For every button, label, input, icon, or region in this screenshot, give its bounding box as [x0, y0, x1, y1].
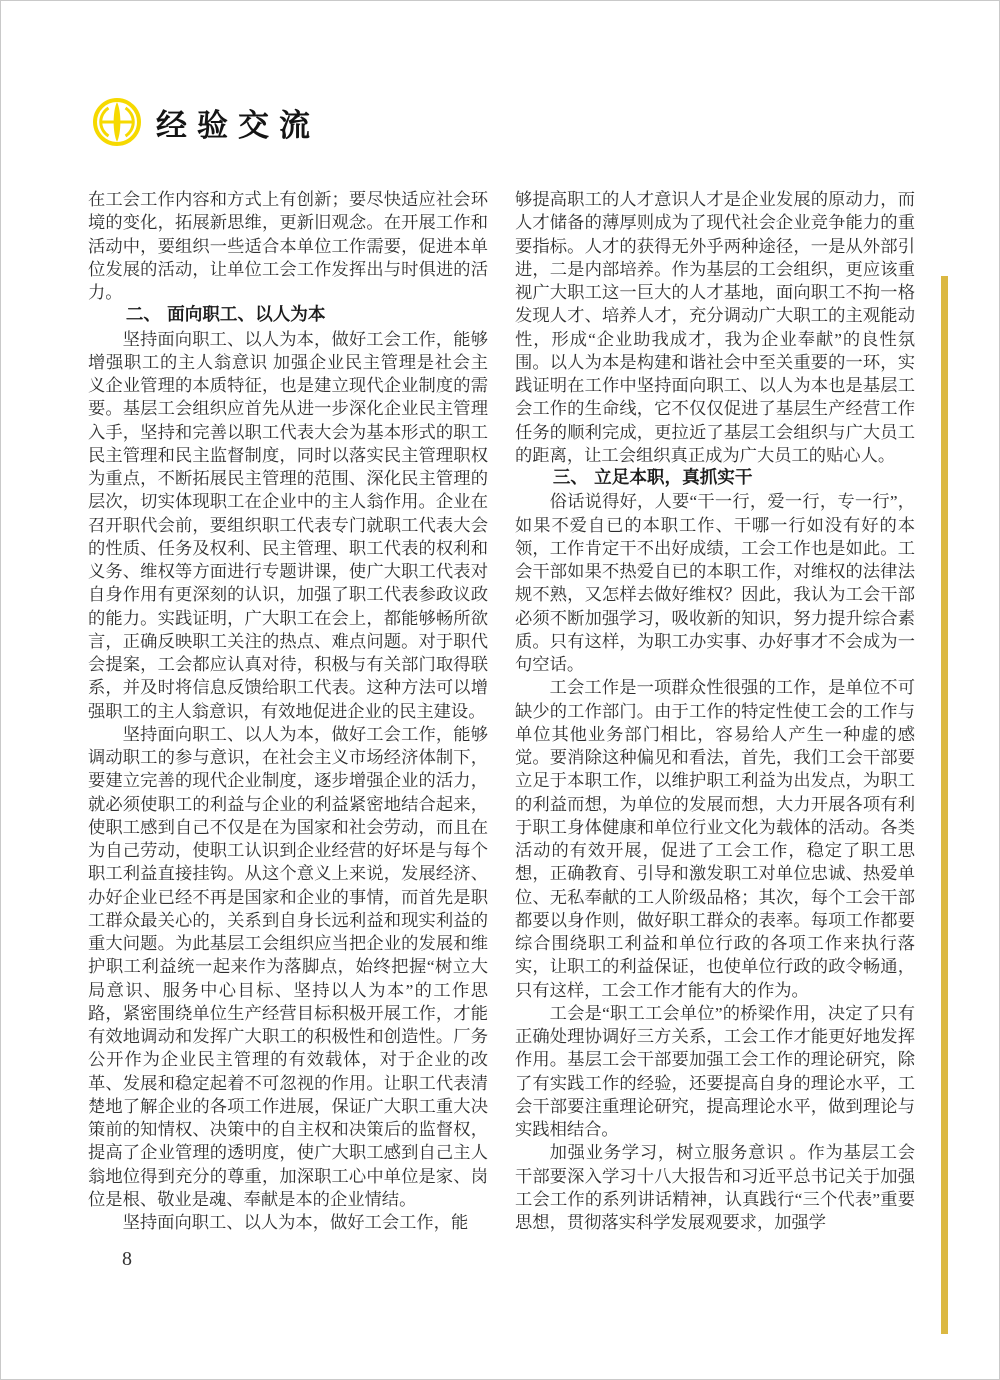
gold-accent-bar [941, 276, 948, 1334]
page-number: 8 [122, 1248, 132, 1270]
article-body [88, 188, 915, 1234]
paragraph: 够提高职工的人才意识人才是企业发展的原动力，而人才储备的薄厚则成为了现代社会企业竞争能力的重要指标。人才的获得无外乎两种途径，一是从外部引进，二是内部培养。作为基层的工会组织，更应该重视广大职工这一巨大的人才基地，面向职工不拘一格发现人才、培养人才，充分调动广大职工的主观能动性，形成“企业助我成才，我为企业奉献”的良性氛围。以人为本是构建和谐社会中至关重要的一环，实践证明在工作中坚持面向职工、以人为本也是基层工会工作的生命线，它不仅仅促进了基层生产经营工作任务的顺利完成，更拉近了基层工会组织与广大员工的距离，让工会组织真正成为广大员工的贴心人。 [515, 190, 915, 465]
paragraph: 加强业务学习，树立服务意识 。作为基层工会干部要深入学习十八大报告和习近平总书记关于加强工会工作的系列讲话精神，认真践行“三个代表”重要思想，贯彻落实科学发展观要求，加强学 [515, 1143, 915, 1232]
paragraph: 在工会工作内容和方式上有创新；要尽快适应社会环境的变化，拓展新思维，更新旧观念。在开展工作和活动中，要组织一些适合本单位工作需要，促进本单位发展的活动，让单位工会工作发挥出与时俱进的活力。 [88, 190, 488, 302]
masthead [92, 96, 320, 148]
section-heading-2: 二、 面向职工、以人为本 [125, 305, 326, 326]
paragraph: 俗话说得好，人要“干一行，爱一行，专一行”，如果不爱自已的本职工作、干哪一行如没有好的本领，工作肯定干不出好成绩，工会工作也是如此。工会干部如果不热爱自已的本职工作，对维权的法律法规不熟，又怎样去做好维权？因此，我认为工会干部必须不断加强学习，吸收新的知识，努力提升综合素质。只有这样，为职工办实事、办好事才不会成为一句空话。 [515, 492, 915, 674]
trade-union-emblem-icon [92, 96, 142, 148]
section-title: 经验交流 [156, 107, 320, 144]
paragraph: 坚持面向职工、以人为本，做好工会工作，能够调动职工的参与意识，在社会主义市场经济体制下，要建立完善的现代企业制度，逐步增强企业的活力，就必须使职工的利益与企业的利益紧密地结合起来，使职工感到自己不仅是在为国家和社会劳动，而且在为自己劳动，使职工认识到企业经营的好坏是与每个职工利益直接挂钩。从这个意义上来说，发展经济、办好企业已经不再是国家和企业的事情，而首先是职工群众最关心的，关系到自身长远利益和现实利益的重大问题。为此基层工会组织应当把企业的发展和维护职工利益统一起来作为落脚点，始终把握“树立大局意识、服务中心目标、坚持以人为本”的工作思路，紧密围绕单位生产经营目标积极开展工作，才能有效地调动和发挥广大职工的积极性和创造性。厂务公开作为企业民主管理的有效载体，对于企业的改革、发展和稳定起着不可忽视的作用。让职工代表清楚地了解企业的各项工作进展，保证广大职工重大决策前的知情权、决策中的自主权和决策后的监督权，提高了企业管理的透明度，使广大职工感到自己主人翁地位得到充分的尊重，加深职工心中单位是家、岗位是根、敬业是魂、奉献是本的企业情结。 [88, 724, 488, 1209]
paragraph: 坚持面向职工、以人为本，做好工会工作，能 [122, 1213, 469, 1232]
left-column [88, 188, 488, 1234]
section-heading-3: 三、 立足本职，真抓实干 [552, 468, 753, 488]
paragraph: 坚持面向职工、以人为本，做好工会工作，能够增强职工的主人翁意识 加强企业民主管理是社会主义企业管理的本质特征，也是建立现代企业制度的需要。基层工会组织应首先从进一步深化企业民主管理入手，坚持和完善以职工代表大会为基本形式的职工民主管理和民主监督制度，同时以落实民主管理职权为重点，不断拓展民主管理的范围、深化民主管理的层次，切实体现职工在企业中的主人翁作用。企业在召开职代会前，要组织职工代表专门就职工代表大会的性质、任务及权利、民主管理、职工代表的权利和义务、维权等方面进行专题讲课，使广大职工代表对自身作用有更深刻的认识，加强了职工代表参政议政的能力。实践证明，广大职工在会上，都能够畅所欲言，正确反映职工关注的热点、难点问题。对于职代会提案，工会都应认真对待，积极与有关部门取得联系，并及时将信息反馈给职工代表。这种方法可以增强职工的主人翁意识，有效地促进企业的民主建设。 [88, 329, 488, 721]
right-column [515, 188, 915, 1234]
paragraph: 工会是“职工工会单位”的桥梁作用，决定了只有正确处理协调好三方关系，工会工作才能更好地发挥作用。基层工会干部要加强工会工作的理论研究，除了有实践工作的经验，还要提高自身的理论水平，工会干部要注重理论研究，提高理论水平，做到理论与实践相结合。 [515, 1003, 915, 1139]
paragraph: 工会工作是一项群众性很强的工作，是单位不可缺少的工作部门。由于工作的特定性使工会的工作与单位其他业务部门相比，容易给人产生一种虚的感觉。要消除这种偏见和看法，首先，我们工会干部要立足于本职工作，以维护职工利益为出发点，为职工的利益而想，为单位的发展而想，大力开展各项有利于职工身体健康和单位行业文化为载体的活动。各类活动的有效开展，促进了工会工作，稳定了职工思想，正确教育、引导和激发职工对单位忠诚、热爱单位、无私奉献的工人阶级品格；其次，每个工会干部都要以身作则，做好职工群众的表率。每项工作都要综合围绕职工利益和单位行政的各项工作来执行落实，让职工的利益保证，也使单位行政的政令畅通，只有这样，工会工作才能有大的作为。 [515, 678, 915, 1000]
